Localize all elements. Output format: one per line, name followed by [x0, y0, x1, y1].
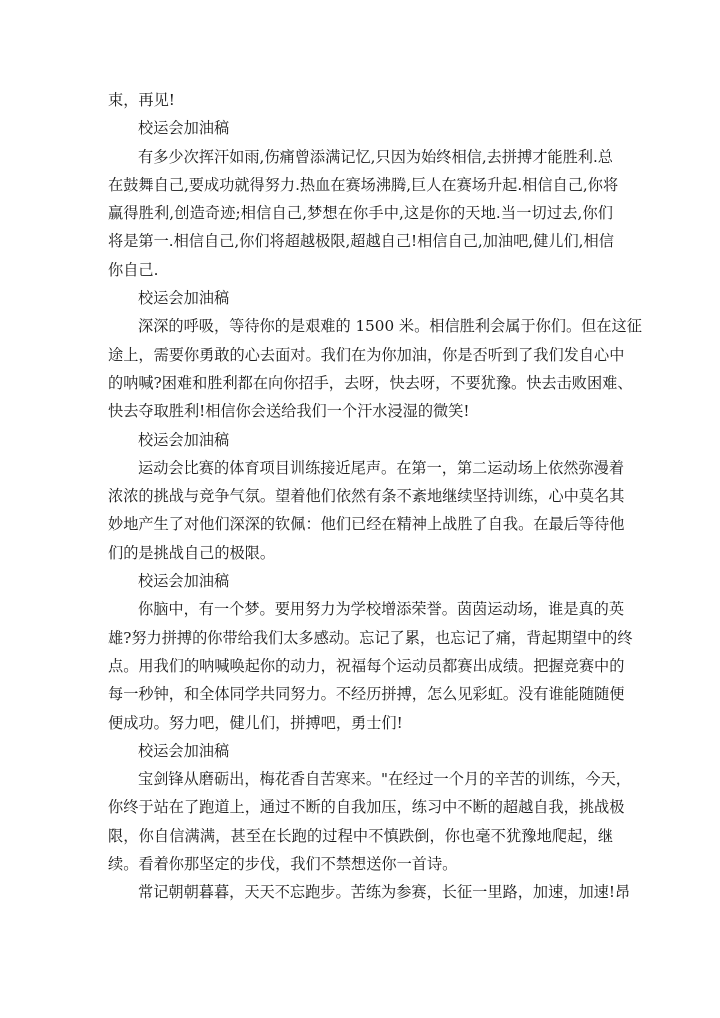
section-heading: 校运会加油稿 — [138, 741, 230, 760]
paragraph-line: 你终于站在了跑道上，通过不断的自我加压，练习中不断的超越自我，挑战极 — [108, 798, 625, 817]
paragraph-line: 的呐喊?困难和胜利都在向你招手，去呀，快去呀，不要犹豫。快去击败困难、 — [108, 373, 633, 392]
paragraph-line: 雄?努力拼搏的你带给我们太多感动。忘记了累，也忘记了痛，背起期望中的终 — [108, 628, 633, 647]
paragraph-line: 浓浓的挑战与竞争气氛。望着他们依然有条不紊地继续坚持训练，心中莫名其 — [108, 487, 625, 506]
paragraph-line: 宝剑锋从磨砺出，梅花香自苦寒来。"在经过一个月的辛苦的训练，今天， — [138, 770, 631, 789]
paragraph-line: 有多少次挥汗如雨,伤痛曾添满记忆,只因为始终相信,去拼搏才能胜利.总 — [138, 147, 613, 166]
paragraph-line: 续。看着你那坚定的步伐，我们不禁想送你一首诗。 — [108, 855, 458, 874]
paragraph-line: 每一秒钟，和全体同学共同努力。不经历拼搏，怎么见彩虹。没有谁能随随便 — [108, 685, 625, 704]
paragraph-line: 快去夺取胜利!相信你会送给我们一个汗水浸湿的微笑! — [108, 402, 470, 421]
paragraph-line: 点。用我们的呐喊唤起你的动力，祝福每个运动员都赛出成绩。把握竞赛中的 — [108, 656, 625, 675]
paragraph-line: 在鼓舞自己,要成功就得努力.热血在赛场沸腾,巨人在赛场升起.相信自己,你将 — [108, 175, 619, 194]
paragraph-line: 运动会比赛的体育项目训练接近尾声。在第一，第二运动场上依然弥漫着 — [138, 458, 624, 477]
paragraph-line: 将是第一.相信自己,你们将超越极限,超越自己!相信自己,加油吧,健儿们,相信 — [108, 232, 614, 251]
intro-line: 束，再见! — [108, 91, 175, 109]
paragraph-line: 赢得胜利,创造奇迹;相信自己,梦想在你手中,这是你的天地.当一切过去,你们 — [108, 204, 613, 223]
paragraph-line: 限，你自信满满，甚至在长跑的过程中不慎跌倒，你也毫不犹豫地爬起，继 — [108, 826, 613, 845]
paragraph-line: 你脑中，有一个梦。要用努力为学校增添荣誉。茵茵运动场，谁是真的英 — [138, 600, 624, 619]
paragraph-line: 妙地产生了对他们深深的钦佩：他们已经在精神上战胜了自我。在最后等待他 — [108, 515, 625, 534]
paragraph-line: 们的是挑战自己的极限。 — [108, 543, 276, 562]
section-heading: 校运会加油稿 — [138, 430, 230, 449]
document-page — [108, 86, 642, 907]
paragraph-line: 途上，需要你勇敢的心去面对。我们在为你加油，你是否听到了我们发自心中 — [108, 345, 625, 364]
section-heading: 校运会加油稿 — [138, 289, 230, 308]
section-heading: 校运会加油稿 — [138, 572, 230, 591]
paragraph-line: 便成功。努力吧，健儿们，拼搏吧，勇士们! — [108, 713, 403, 732]
section-heading: 校运会加油稿 — [138, 119, 230, 138]
closing-line: 常记朝朝暮暮，天天不忘跑步。苦练为参赛，长征一里路，加速，加速!昂 — [138, 883, 631, 902]
paragraph-line: 你自己. — [108, 260, 159, 279]
paragraph-line: 深深的呼吸，等待你的是艰难的 1500 米。相信胜利会属于你们。但在这征 — [138, 317, 642, 336]
